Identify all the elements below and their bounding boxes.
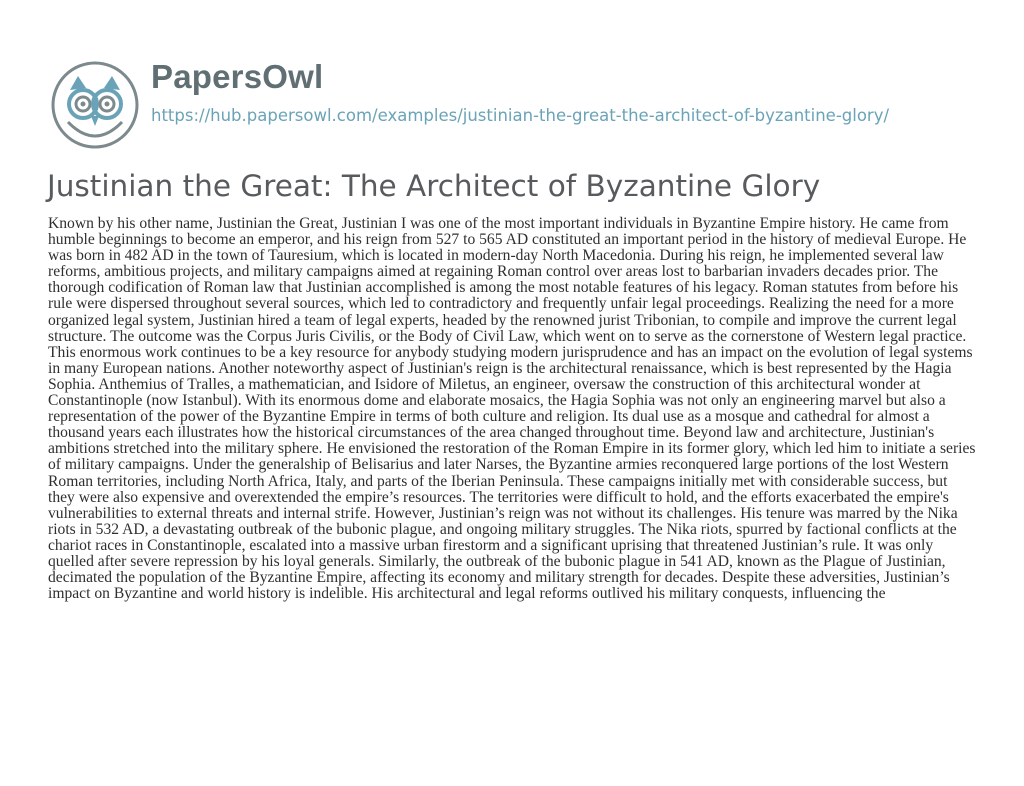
brand-name: PapersOwl xyxy=(151,58,324,95)
page-title: Justinian the Great: The Architect of Byzantine Glory xyxy=(47,169,821,203)
site-header xyxy=(50,48,980,148)
owl-logo-icon xyxy=(50,60,140,150)
essay-body-text: Known by his other name, Justinian the Great, Justinian I was one of the most important individuals in Byzantine Empire history. He came from humble beginnings to become an emperor, and his reign from 527 to 565 AD constituted an important period in the history of medieval Europe. He was born in 482 AD in the town of Tauresium, which is located in modern-day North Macedonia. During his reign, he implemented several law reforms, ambitious projects, and military campaigns aimed at regaining Roman control over areas lost to barbarian invaders decades prior. The thorough codification of Roman law that Justinian accomplished is among the most notable features of his legacy. Roman statutes from before his rule were dispersed throughout several sources, which led to contradictory and frequently unfair legal proceedings. Realizing the need for a more organized legal system, Justinian hired a team of legal experts, headed by the renowned jurist Tribonian, to compile and improve the current legal structure. The outcome was the Corpus Juris Civilis, or the Body of Civil Law, which went on to serve as the cornerstone of Western legal practice. This enormous work continues to be a key resource for anybody studying modern jurisprudence and has an impact on the evolution of legal systems in many European nations. Another noteworthy aspect of Justinian's reign is the architectural renaissance, which is best represented by the Hagia Sophia. Anthemius of Tralles, a mathematician, and Isidore of Miletus, an engineer, oversaw the construction of this architectural wonder at Constantinople (now Istanbul). With its enormous dome and elaborate mosaics, the Hagia Sophia was not only an engineering marvel but also a representation of the power of the Byzantine Empire in terms of both culture and religion. Its dual use as a mosque and cathedral for almost a thousand years each illustrates how the historical circumstances of the area changed throughout time. Beyond law and architecture, Justinian's ambitions stretched into the military sphere. He envisioned the restoration of the Roman Empire in its former glory, which led him to initiate a series of military campaigns. Under the generalship of Belisarius and later Narses, the Byzantine armies reconquered large portions of the lost Western Roman territories, including North Africa, Italy, and parts of the Iberian Peninsula. These campaigns initially met with considerable success, but they were also expensive and overextended the empire’s resources. The territories were difficult to hold, and the efforts exacerbated the empire's vulnerabilities to external threats and internal strife. However, Justinian’s reign was not without its challenges. His tenure was marred by the Nika riots in 532 AD, a devastating outbreak of the bubonic plague, and ongoing military struggles. The Nika riots, spurred by factional conflicts at the chariot races in Constantinople, escalated into a massive urban firestorm and a significant uprising that threatened Justinian’s rule. It was only quelled after severe repression by his loyal generals. Similarly, the outbreak of the bubonic plague in 541 AD, known as the Plague of Justinian, decimated the population of the Byzantine Empire, affecting its economy and military strength for decades. Despite these adversities, Justinian’s impact on Byzantine and world history is indelible. His architectural and legal reforms outlived his military conquests, influencing the xyxy=(48,215,976,603)
source-url-link[interactable]: https://hub.papersowl.com/examples/justinian-the-great-the-architect-of-byzantine-glory/ xyxy=(151,106,890,125)
page-bottom-margin xyxy=(0,772,1024,786)
